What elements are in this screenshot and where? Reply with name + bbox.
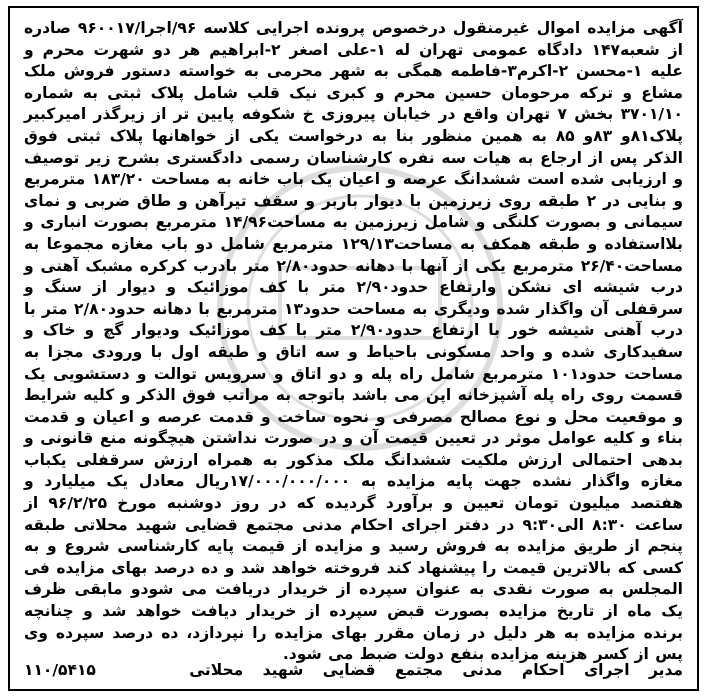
notice-code: ۱۱۰/۵۴۱۵ [24,661,96,679]
notice-body: آگهی مزایده اموال غیرمنقول درخصوص پرونده اجرایی کلاسه ۹۶/اجرا/۹۶۰۰۱۷ صادره از شعبه۱۴۷ دادگاه عمومی تهران له ۱-علی اصغر ۲-ابراهیم هر دو شهرت محرم و علیه ۱-محسن ۲-اکرم۳-فاطمه همگی به شهر محرمی به خواسته دستور فروش ملک مشاع و ترکه مرحومان حسین محرم و کبری نیک قلب شامل پلاک ثبتی به شماره ۳۷۰۱/۱۰ بخش ۷ تهران واقع در خیابان پیروزی خ شکوفه پایین تر از زیرگذر امیرکبیر پلاک۸۱و ۸۳و ۸۵ به همین منظور بنا به درخواست یکی از خواهانها پلاک ثبتی فوق الذکر پس از ارجاع به هیات سه نفره کارشناسان رسمی دادگستری بشرح زیر توصیف و ارزیابی شده است ششدانگ عرصه و اعیان یک باب خانه به مساحت ۱۸۳/۲۰ مترمربع و بنایی در ۲ طبقه روی زیرزمین با دیوار باربر و سقف تیرآهن و طاق ضربی و نمای سیمانی و بصورت کلنگی و شامل زیرزمین به مساحت۱۴/۹۶ مترمربع بصورت انباری و بلااستفاده و طبقه همکف به مساحت۱۲۹/۱۳ مترمربع شامل دو باب مغازه مجموعا به مساحت۲۶/۴۰ مترمربع یکی از آنها با دهانه حدود۲/۸۰ متر بادرب کرکره مشبک آهنی و درب شیشه ای نشکن وارتفاع حدود۲/۹۰ متر با کف موزائیک و دیوار از سنگ و سرقفلی آن واگذار شده ودیگری به مساحت حدود۱۳ مترمربع با دهانه حدود۲/۸۰ متر با درب آهنی شیشه خور با ارتفاع حدود۲/۹۰ متر با کف موزائیک ودیوار گچ و خاک و سفیدکاری شده و واحد مسکونی باحیاط و سه اتاق و طبقه اول با ورودی مجزا به مساحت حدود۱۰۱ مترمربع شامل راه پله و دو اتاق و سرویس توالت و دستشویی یک قسمت روی راه پله آشپزخانه اپن می باشد باتوجه به مراتب فوق الذکر و کلیه شرایط و موقعیت محل و نوع مصالح مصرفی و نحوه ساخت و قدمت عرصه و اعیان و قدمت بناء و کلیه عوامل موثر در تعیین قیمت آن و در صورت نداشتن هیچگونه منع قانونی و بدهی احتمالی ارزش ملکیت ششدانگ ملک مذکور به همراه ارزش سرقفلی یکباب مغازه واگذار نشده جهت پایه مزایده به ۱۷/۰۰۰/۰۰۰/۰۰۰ریال معادل یک میلیارد و هفتصد میلیون تومان تعیین و برآورد گردیده که در روز دوشنبه مورخ ۹۶/۲/۲۵ از ساعت ۸:۳۰ الی۹:۳۰ در دفتر اجرای احکام مدنی مجتمع قضایی شهید محلاتی طبقه پنجم از طریق مزایده به فروش رسید و مزایده از قیمت پایه کارشناسی شروع و به کسی که بالاترین قیمت را پیشنهاد کند فروخته خواهد شد و ده درصد بهای مزایده فی المجلس به صورت نقدی به عنوان سپرده از خریدار دریافت می شودو مابقی ظرف یک ماه از تاریخ مزایده بصورت قبض سپرده از خریدار دیافت خواهد شد و چنانچه برنده مزایده به هر دلیل در زمان مقرر بهای مزایده را نپردازد، ده درصد سپرده وی پس از کسر هزینه مزایده بنفع دولت ضبط می شود. [24,19,684,664]
signature-line: مدیر اجرای احکام مدنی مجتمع قضایی شهید محلاتی [189,661,683,679]
notice-footer [24,659,683,681]
auction-notice [8,6,699,691]
